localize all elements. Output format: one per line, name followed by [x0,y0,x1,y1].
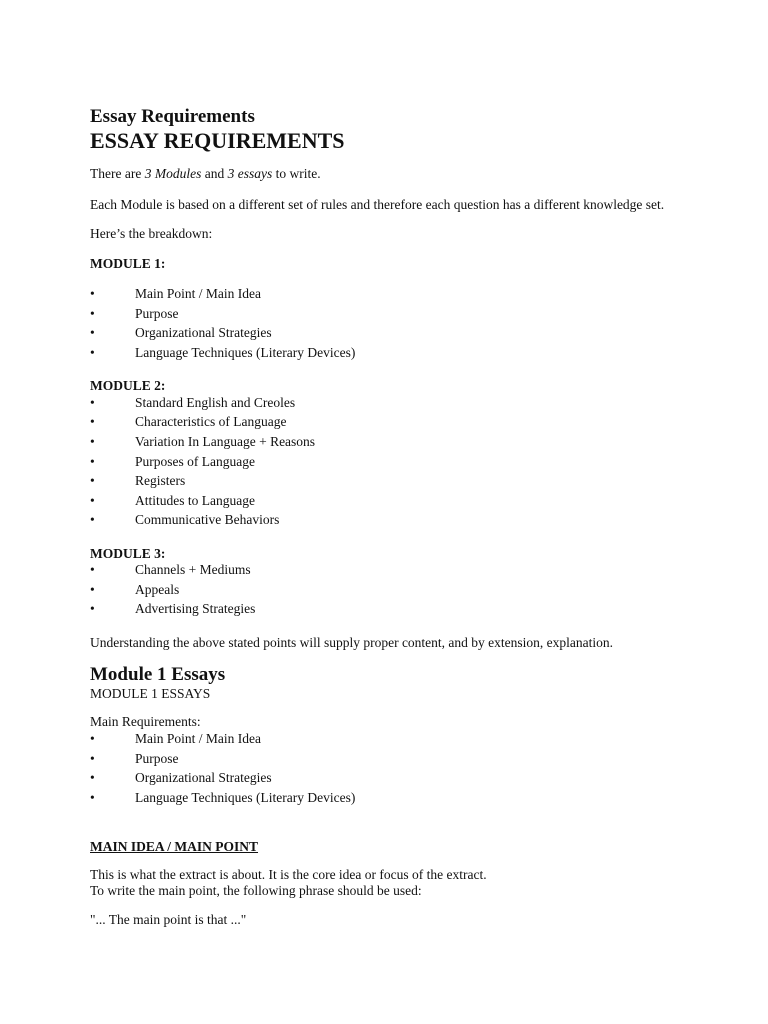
bullet-icon: • [90,493,95,508]
intro-text: There are [90,166,145,181]
list-item-text: Language Techniques (Literary Devices) [135,345,356,360]
intro-emphasis-essays: 3 essays [227,166,273,181]
bullet-icon: • [90,731,95,746]
list-item-text: Appeals [135,582,180,597]
list-item-text: Purpose [135,306,179,321]
list-item-text: Language Techniques (Literary Devices) [135,790,356,805]
document-title-caps: ESSAY REQUIREMENTS [90,128,345,153]
list-item-text: Organizational Strategies [135,325,272,340]
list-item-text: Channels + Mediums [135,562,251,577]
bullet-icon: • [90,601,95,616]
intro-text: and [201,166,228,181]
bullet-icon: • [90,473,95,488]
list-item-text: Standard English and Creoles [135,395,296,410]
list-item-text: Variation In Language + Reasons [135,434,316,449]
bullet-icon: • [90,414,95,429]
main-idea-quote: "... The main point is that ..." [90,912,247,927]
list-item-text: Purposes of Language [135,454,255,469]
bullet-icon: • [90,562,95,577]
intro-line-1 [90,165,321,183]
bullet-icon: • [90,790,95,805]
section-heading-module1-essays: Module 1 Essays [90,664,226,685]
list-item-text: Advertising Strategies [135,601,256,616]
module2-heading: MODULE 2: [90,378,166,393]
bullet-icon: • [90,286,95,301]
list-item-text: Organizational Strategies [135,770,272,785]
list-item-text: Communicative Behaviors [135,512,280,527]
intro-text: to write. [272,166,321,181]
main-idea-heading: MAIN IDEA / MAIN POINT [90,839,259,854]
section-subheading: MODULE 1 ESSAYS [90,686,211,701]
intro-line-3: Here’s the breakdown: [90,226,213,241]
bullet-icon: • [90,454,95,469]
bullet-icon: • [90,582,95,597]
main-idea-line-2: To write the main point, the following phrase should be used: [90,883,422,898]
bullet-icon: • [90,751,95,766]
bullet-icon: • [90,306,95,321]
bullet-icon: • [90,345,95,360]
module3-heading: MODULE 3: [90,546,166,561]
module1-heading: MODULE 1: [90,256,166,271]
bullet-icon: • [90,512,95,527]
bullet-icon: • [90,434,95,449]
list-item-text: Attitudes to Language [135,493,255,508]
bullet-icon: • [90,325,95,340]
main-idea-line-1: This is what the extract is about. It is the core idea or focus of the extract. [90,867,487,882]
intro-emphasis-modules: 3 Modules [144,166,202,181]
list-item-text: Registers [135,473,186,488]
bullet-icon: • [90,395,95,410]
list-item-text: Main Point / Main Idea [135,731,261,746]
document-title: Essay Requirements [90,106,255,127]
intro-line-2: Each Module is based on a different set of rules and therefore each question has a different knowledge set. [90,197,665,212]
list-item-text: Purpose [135,751,179,766]
list-item-text: Characteristics of Language [135,414,287,429]
bullet-icon: • [90,770,95,785]
summary-paragraph: Understanding the above stated points will supply proper content, and by extension, explanation. [90,635,614,650]
requirements-label: Main Requirements: [90,714,201,729]
list-item-text: Main Point / Main Idea [135,286,261,301]
